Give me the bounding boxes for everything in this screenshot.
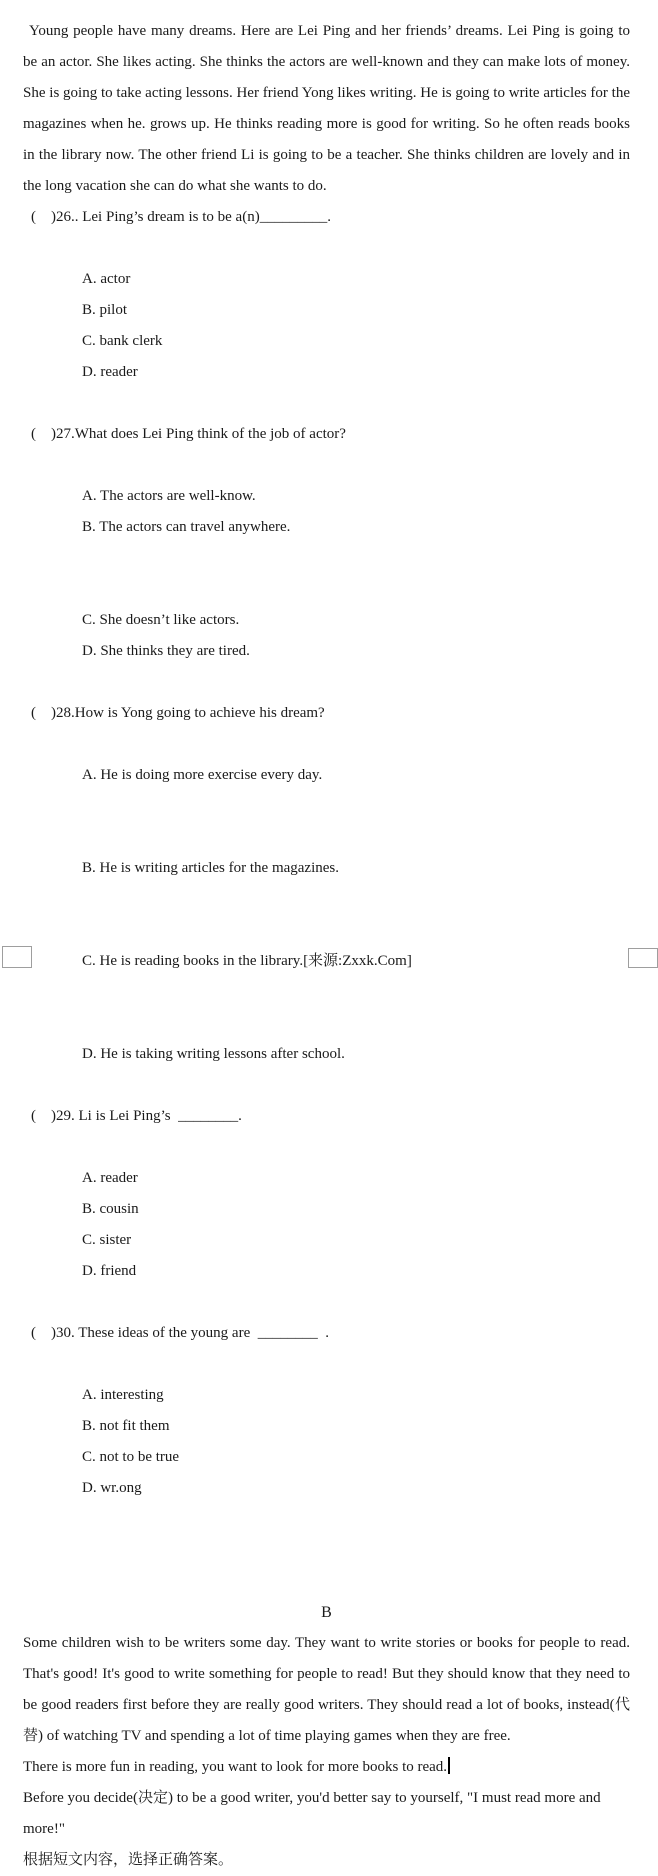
passage-a[interactable]: Young people have many dreams. Here are Lei Ping and her friends’ dreams. Lei Ping is going to be an actor. She likes acting. She thinks the actors are well-known and they can make lots of money. She is going to take acting lessons. Her friend Yong likes writing. He is going to write articles for the magazines when he. grows up. He thinks reading more is good for writing. So he often reads books in the library now. The other friend Li is going to be a teacher. She thinks children are lovely and in the long vacation she can do what she wants to do. — [23, 23, 630, 194]
option-30-b[interactable]: B. not fit them — [82, 1418, 170, 1434]
option-28-d[interactable]: D. He is taking writing lessons after school. — [82, 1046, 345, 1062]
question-28-option-b-row — [23, 822, 630, 915]
option-26-d[interactable]: D. reader — [82, 364, 138, 380]
question-29-options-row — [23, 1132, 630, 1318]
option-27-d[interactable]: D. She thinks they are tired. — [82, 643, 250, 659]
question-29-stem[interactable]: ( )29. Li is Lei Ping’s ________. — [31, 1108, 242, 1124]
table-fragment-right — [628, 948, 658, 968]
option-29-b[interactable]: B. cousin — [82, 1201, 139, 1217]
option-27-c[interactable]: C. She doesn’t like actors. — [82, 612, 240, 628]
option-26-a[interactable]: A. actor — [82, 271, 131, 287]
question-28-stem[interactable]: ( )28.How is Yong going to achieve his dream? — [31, 705, 325, 721]
question-28 — [23, 698, 630, 1101]
question-28-option-d-row — [23, 1008, 630, 1101]
passage-b-fun-line[interactable] — [23, 1752, 630, 1783]
section-b-heading: B — [321, 1604, 332, 1621]
text-caret — [448, 1757, 450, 1774]
document-content — [23, 16, 630, 1876]
option-26-b[interactable]: B. pilot — [82, 302, 128, 318]
question-26-stem[interactable]: ( )26.. Lei Ping’s dream is to be a(n)_________. — [31, 209, 331, 225]
question-27-stem[interactable]: ( )27.What does Lei Ping think of the job of actor? — [31, 426, 346, 442]
question-27-options-row-2 — [23, 574, 630, 698]
question-28-option-c-row — [23, 915, 630, 1008]
question-30-options-row — [23, 1349, 630, 1535]
option-28-a[interactable]: A. He is doing more exercise every day. — [82, 767, 323, 783]
option-30-c[interactable]: C. not to be true — [82, 1449, 180, 1465]
option-29-a[interactable]: A. reader — [82, 1170, 138, 1186]
option-27-b[interactable]: B. The actors can travel anywhere. — [82, 519, 291, 535]
question-30-stem[interactable]: ( )30. These ideas of the young are ________ . — [31, 1325, 329, 1341]
chinese-instruction[interactable]: 根据短文内容，选择正确答案。 — [23, 1852, 234, 1868]
option-26-c[interactable]: C. bank clerk — [82, 333, 163, 349]
option-30-a[interactable]: A. interesting — [82, 1387, 164, 1403]
option-29-c[interactable]: C. sister — [82, 1232, 132, 1248]
question-27 — [23, 419, 630, 698]
option-28-b[interactable]: B. He is writing articles for the magazines. — [82, 860, 340, 876]
option-29-d[interactable]: D. friend — [82, 1263, 137, 1279]
question-28-option-a-row — [23, 729, 630, 822]
passage-b[interactable]: Some children wish to be writers some day. They want to write stories or books for people to read. That's good! It's good to write something for people to read! But they should know that they need to be good readers first before they are really good writers. They should read a lot of books, instead(代替) of watching TV and spending a lot of time playing games when they are free. — [23, 1635, 630, 1744]
option-28-c[interactable]: C. He is reading books in the library.[来源:Zxxk.Com] — [82, 953, 412, 969]
option-30-d[interactable]: D. wr.ong — [82, 1480, 142, 1496]
question-26-options-row — [23, 233, 630, 419]
fun-line-text: There is more fun in reading, you want to look for more books to read. — [23, 1759, 448, 1775]
table-fragment-left — [2, 946, 32, 968]
question-26 — [23, 202, 630, 419]
question-30 — [23, 1318, 630, 1535]
question-27-options-row-1 — [23, 450, 630, 574]
question-29 — [23, 1101, 630, 1318]
passage-b-decide-line[interactable]: Before you decide(决定) to be a good writer, you'd better say to yourself, "I must read more and more!" — [23, 1790, 605, 1837]
option-27-a[interactable]: A. The actors are well-know. — [82, 488, 256, 504]
